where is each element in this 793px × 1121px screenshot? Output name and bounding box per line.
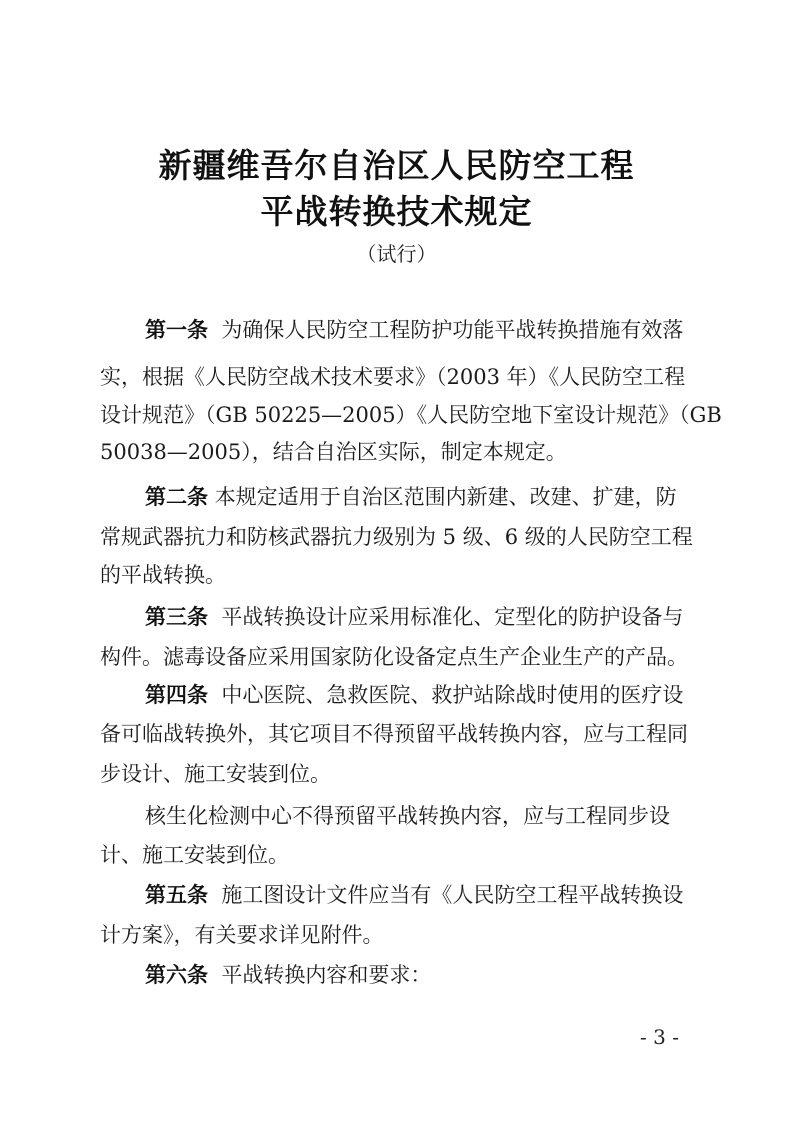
article-4-line-3: 步设计、施工安装到位。 [100,762,331,786]
article-6-line-1 [145,960,700,990]
document-title-line2: 平战转换技术规定 [260,192,533,231]
article-1-line-3: 设计规范》（GB 50225—2005）《人民防空地下室设计规范》（GB [100,403,722,427]
article-1-text-1: 为确保人民防空工程防护功能平战转换措施有效落 [221,318,684,342]
article-6-label: 第六条 [145,963,208,987]
article-3-label: 第三条 [145,605,208,629]
article-4-text-1: 中心医院、急救医院、救护站除战时使用的医疗设 [221,683,684,707]
article-1-line-2: 实，根据《人民防空战术技术要求》（2003 年）《人民防空工程 [100,365,686,389]
article-1-line-1 [145,315,700,345]
article-4-para-2-line-2: 计、施工安装到位。 [100,843,289,867]
article-5-text-1: 施工图设计文件应当有《人民防空工程平战转换设 [221,883,684,907]
document-title-line1: 新疆维吾尔自治区人民防空工程 [158,146,635,185]
article-4-line-1 [145,680,700,710]
article-2-line-1 [145,482,700,512]
article-1-label: 第一条 [145,318,208,342]
article-6-text-1: 平战转换内容和要求： [221,963,432,987]
article-3-text-1: 平战转换设计应采用标准化、定型化的防护设备与 [221,605,684,629]
article-5-line-2: 计方案》，有关要求详见附件。 [100,923,384,947]
page-number: - 3 - [640,1025,679,1049]
article-2-label: 第二条 [145,485,208,509]
article-3-line-2: 构件。滤毒设备应采用国家防化设备定点生产企业生产的产品。 [100,645,688,669]
article-5-line-1 [145,880,700,910]
document-subtitle: （试行） [356,242,437,266]
article-2-text-1: 本规定适用于自治区范围内新建、改建、扩建，防 [214,485,677,509]
article-2-line-3: 的平战转换。 [100,563,226,587]
article-4-line-2: 备可临战转换外，其它项目不得预留平战转换内容，应与工程同 [100,722,688,746]
article-3-line-1 [145,602,700,632]
article-2-line-2: 常规武器抗力和防核武器抗力级别为 5 级、6 级的人民防空工程 [100,525,693,549]
article-5-label: 第五条 [145,883,208,907]
article-4-para-2-line-1: 核生化检测中心不得预留平战转换内容，应与工程同步设 [145,804,670,828]
article-4-label: 第四条 [145,683,208,707]
article-1-line-4: 50038—2005），结合自治区实际，制定本规定。 [100,440,567,464]
